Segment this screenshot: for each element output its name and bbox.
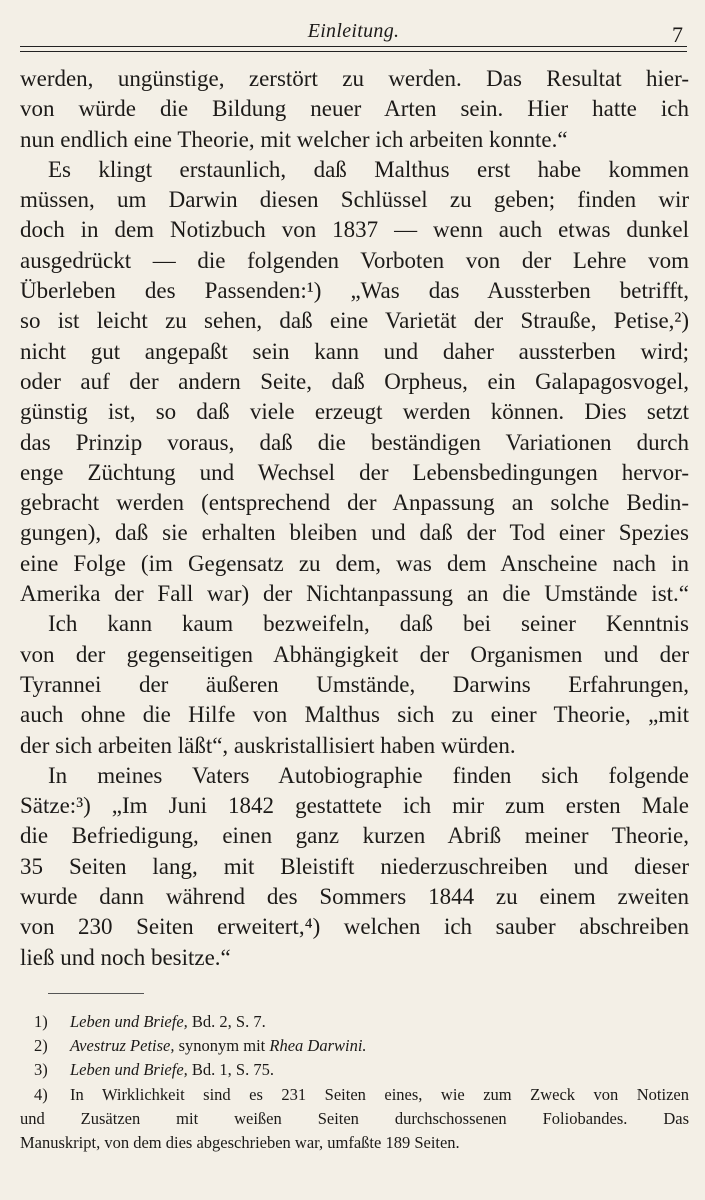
- text-line: wurde dann während des Sommers 1844 zu einem zweiten: [20, 884, 689, 910]
- text-line: Tyrannei der äußeren Umstände, Darwins Erfahrungen,: [20, 671, 689, 697]
- footnote-3: [20, 1058, 689, 1082]
- text-line: eine Folge (im Gegensatz zu dem, was dem Anscheine nach in: [20, 550, 689, 576]
- text-line: günstig ist, so daß viele erzeugt werden können. Dies setzt: [20, 399, 689, 425]
- text-line: doch in dem Notizbuch von 1837 — wenn auch etwas dunkel: [20, 217, 689, 243]
- footnote-number: 4): [34, 1084, 48, 1104]
- text-line: nicht gut angepaßt sein kann und daher aussterben wird;: [20, 338, 689, 364]
- footnote-4-line-1: [20, 1083, 689, 1107]
- text-line: die Befriedigung, einen ganz kurzen Abriß meiner Theorie,: [20, 823, 689, 849]
- footnote-rule: [48, 993, 144, 994]
- text-line: Sätze:³) „Im Juni 1842 gestattete ich mir zum ersten Male: [20, 793, 689, 819]
- footnotes: [20, 1010, 689, 1155]
- footnote-number: 2): [34, 1036, 48, 1056]
- running-head: Einleitung.: [307, 20, 400, 42]
- footnote-text: Bd. 2, S. 7.: [187, 1012, 266, 1031]
- text-line: 35 Seiten lang, mit Bleistift niederzuschreiben und dieser: [20, 853, 689, 879]
- text-line: von 230 Seiten erweitert,⁴) welchen ich sauber abschreiben: [20, 914, 689, 940]
- text-line: ausgedrückt — die folgenden Vorboten von der Lehre vom: [20, 247, 689, 273]
- text-line: Ich kann kaum bezweifeln, daß bei seiner Kenntnis: [48, 611, 689, 637]
- body-text: [20, 64, 689, 973]
- footnote-2: [20, 1034, 689, 1058]
- text-line: gebracht werden (entsprechend der Anpassung an solche Bedin-: [20, 490, 689, 516]
- text-line: oder auf der andern Seite, daß Orpheus, ein Galapagosvogel,: [20, 368, 689, 394]
- footnote-number: 1): [34, 1012, 48, 1031]
- text-line: von würde die Bildung neuer Arten sein. Hier hatte ich: [20, 96, 689, 122]
- footnote-number: 3): [34, 1060, 48, 1080]
- footnote-title: Leben und Briefe,: [70, 1012, 188, 1031]
- header-rule-top: [20, 46, 687, 47]
- text-line: Überleben des Passenden:¹) „Was das Aussterben betrifft,: [20, 278, 689, 304]
- text-line: das Prinzip voraus, daß die beständigen Variationen durch: [20, 429, 689, 455]
- text-line: von der gegenseitigen Abhängigkeit der Organismen und der: [20, 641, 689, 667]
- header-rule-bottom: [20, 51, 687, 52]
- page-header: [20, 14, 687, 47]
- footnote-4-line-2: und Zusätzen mit weißen Seiten durchschossenen Foliobandes. Das: [20, 1108, 689, 1128]
- text-line: so ist leicht zu sehen, daß eine Varietät der Strauße, Petise,²): [20, 308, 689, 334]
- footnote-text: synonym mit: [174, 1036, 270, 1056]
- footnote-text: Bd. 1, S. 75.: [187, 1060, 274, 1080]
- text-line: werden, ungünstige, zerstört zu werden. Das Resultat hier-: [20, 66, 689, 91]
- text-line: auch ohne die Hilfe von Malthus sich zu einer Theorie, „mit: [20, 702, 689, 728]
- page-number: 7: [672, 22, 683, 47]
- footnote-4-line-3: Manuskript, von dem dies abgeschrieben war, umfaßte 189 Seiten.: [20, 1132, 460, 1152]
- footnote-1: [20, 1010, 689, 1034]
- footnote-text: In Wirklichkeit sind es 231 Seiten eines, wie zum Zweck von Notizen: [70, 1084, 689, 1104]
- text-line: müssen, um Darwin diesen Schlüssel zu geben; finden wir: [20, 187, 689, 213]
- text-line: ließ und noch besitze.“: [20, 944, 231, 970]
- text-line: In meines Vaters Autobiographie finden sich folgende: [48, 762, 689, 788]
- text-line: Es klingt erstaunlich, daß Malthus erst habe kommen: [48, 156, 689, 182]
- text-line: enge Züchtung und Wechsel der Lebensbedingungen hervor-: [20, 459, 689, 485]
- text-line: nun endlich eine Theorie, mit welcher ich arbeiten konnte.“: [20, 126, 568, 152]
- footnote-title: Avestruz Petise,: [70, 1036, 175, 1056]
- text-line: der sich arbeiten läßt“, auskristallisiert haben würden.: [20, 732, 516, 758]
- footnote-title: Leben und Briefe,: [70, 1060, 188, 1080]
- footnote-title-2: Rhea Darwini.: [269, 1036, 367, 1056]
- text-line: gungen), daß sie erhalten bleiben und daß der Tod einer Spezies: [20, 520, 689, 546]
- text-line: Amerika der Fall war) der Nichtanpassung an die Umstände ist.“: [20, 581, 689, 607]
